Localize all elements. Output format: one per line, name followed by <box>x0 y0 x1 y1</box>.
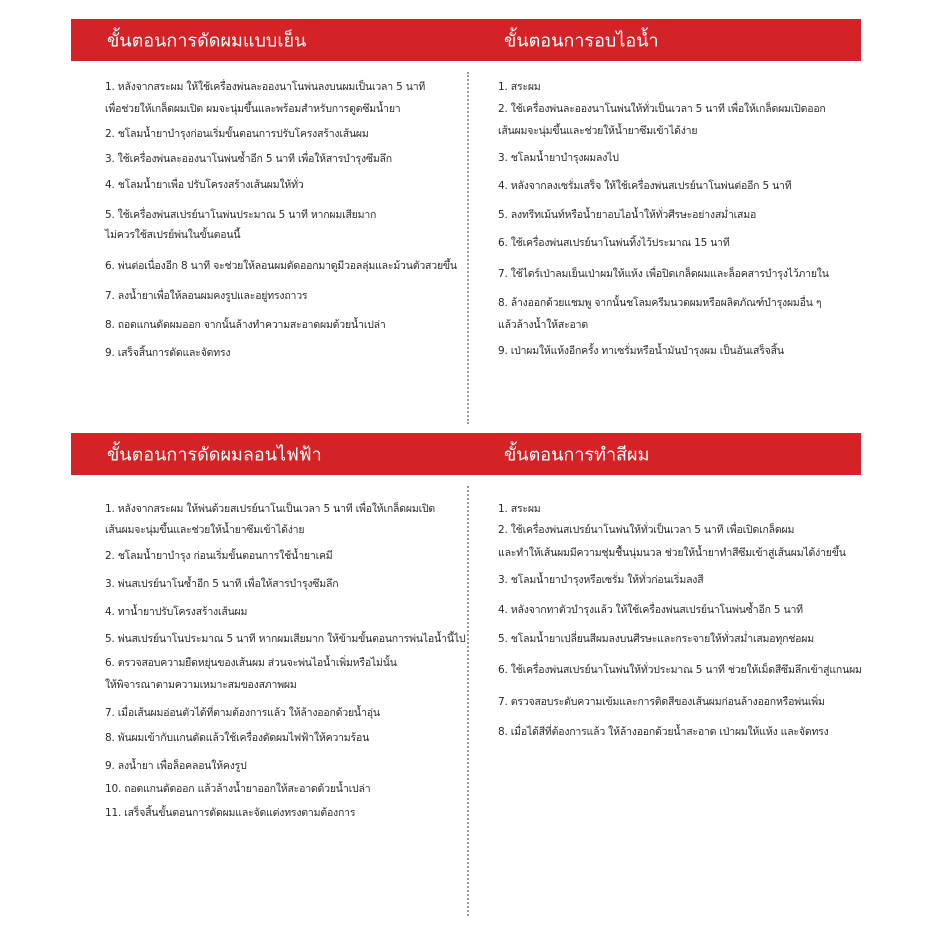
step-line: 2. ชโลมน้ำยาบำรุง ก่อนเริ่มขั้นตอนการใช้น้ำยาเคมี <box>105 550 333 562</box>
step-line: 8. ล้างออกด้วยแชมพู จากนั้นชโลมครีมนวดผมหรือผลิตภัณฑ์บำรุงผมอื่น ๆ <box>498 297 822 309</box>
step-line: 8. เมื่อได้สีที่ต้องการแล้ว ให้ล้างออกด้วยน้ำสะอาด เป่าผมให้แห้ง และจัดทรง <box>498 726 829 738</box>
step-line: 2. ใช้เครื่องพ่นละอองนาโนพ่นให้ทั่วเป็นเวลา 5 นาที เพื่อให้เกล็ดผมเปิดออก <box>498 103 826 115</box>
step-line: 6. ใช้เครื่องพ่นสเปรย์นาโนพ่นทิ้งไว้ประมาณ 15 นาที <box>498 237 730 249</box>
column-divider-bottom <box>467 486 469 916</box>
step-line: 5. ชโลมน้ำยาเปลี่ยนสีผมลงบนศีรษะและกระจายให้ทั่วสม่ำเสมอทุกช่อผม <box>498 633 814 645</box>
step-line: ไม่ควรใช้สเปรย์พ่นในขั้นตอนนี้ <box>105 229 241 241</box>
coloring-title: ขั้นตอนการทำสีผม <box>504 444 650 466</box>
digital-perm-title: ขั้นตอนการดัดผมลอนไฟฟ้า <box>107 444 322 466</box>
step-line: 5. พ่นสเปรย์นาโนประมาณ 5 นาที หากผมเสียมาก ให้ข้ามขั้นตอนการพ่นไอน้ำนี้ไป <box>105 633 466 645</box>
step-line: 7. ใช้ไดร์เป่าลมเย็นเป่าผมให้แห้ง เพื่อปิดเกล็ดผมและล็อคสารบำรุงไว้ภายใน <box>498 268 829 280</box>
digital-perm-header <box>71 433 470 475</box>
step-line: 1. หลังจากสระผม ให้ใช้เครื่องพ่นละอองนาโนพ่นลงบนผมเป็นเวลา 5 นาที <box>105 81 426 93</box>
steam-title: ขั้นตอนการอบไอน้ำ <box>504 30 659 52</box>
step-line: 4. ทาน้ำยาปรับโครงสร้างเส้นผม <box>105 606 248 618</box>
step-line: 5. ใช้เครื่องพ่นสเปรย์นาโนพ่นประมาณ 5 นาที หากผมเสียมาก <box>105 209 377 221</box>
step-line: 5. ลงทรีทเม้นท์หรือน้ำยาอบไอน้ำให้ทั่วศีรษะอย่างสม่ำเสมอ <box>498 209 757 221</box>
step-line: 3. ชโลมน้ำยาบำรุงหรือเซรั่ม ให้ทั่วก่อนเริ่มลงสี <box>498 574 704 586</box>
cold-perm-header <box>71 19 470 61</box>
step-line: 8. พันผมเข้ากับแกนดัดแล้วใช้เครื่องดัดผมไฟฟ้าให้ความร้อน <box>105 732 370 744</box>
step-line: 4. หลังจากลงเซรั่มเสร็จ ให้ใช้เครื่องพ่นสเปรย์นาโนพ่นต่ออีก 5 นาที <box>498 180 792 192</box>
step-line: 3. พ่นสเปรย์นาโนซ้ำอีก 5 นาที เพื่อให้สารบำรุงซึมลึก <box>105 578 339 590</box>
step-line: 7. เมื่อเส้นผมอ่อนตัวได้ที่ตามต้องการแล้ว ให้ล้างออกด้วยน้ำอุ่น <box>105 707 380 719</box>
step-line: เส้นผมจะนุ่มขึ้นและช่วยให้น้ำยาซึมเข้าได้ง่าย <box>105 524 305 536</box>
step-line: 3. ชโลมน้ำยาบำรุงผมลงไป <box>498 152 619 164</box>
step-line: 1. สระผม <box>498 503 541 515</box>
coloring-header <box>470 433 861 475</box>
step-line: 7. ตรวจสอบระดับความเข้มและการติดสีของเส้นผมก่อนล้างออกหรือพ่นเพิ่ม <box>498 696 825 708</box>
step-line: 4. หลังจากทาตัวบำรุงแล้ว ให้ใช้เครื่องพ่นสเปรย์นาโนพ่นซ้ำอีก 5 นาที <box>498 604 803 616</box>
step-line: 9. ลงน้ำยา เพื่อล็อคลอนให้คงรูป <box>105 760 247 772</box>
steam-header <box>470 19 861 61</box>
step-line: 6. พ่นต่อเนื่องอีก 8 นาที จะช่วยให้ลอนผมดัดออกมาดูมีวอลลุ่มและม้วนตัวสวยขึ้น <box>105 260 457 272</box>
step-line: 4. ชโลมน้ำยาเพื่อ ปรับโครงสร้างเส้นผมให้ทั่ว <box>105 179 304 191</box>
cold-perm-title: ขั้นตอนการดัดผมแบบเย็น <box>107 30 307 52</box>
step-line: 1. สระผม <box>498 81 541 93</box>
step-line: แล้วล้างน้ำให้สะอาด <box>498 319 588 331</box>
step-line: เส้นผมจะนุ่มขึ้นและช่วยให้น้ำยาซึมเข้าได้ง่าย <box>498 125 698 137</box>
step-line: 6. ตรวจสอบความยืดหยุ่นของเส้นผม ส่วนจะพ่นไอน้ำเพิ่มหรือไม่นั้น <box>105 657 397 669</box>
step-line: 9. เป่าผมให้แห้งอีกครั้ง ทาเซรั่มหรือน้ำมันบำรุงผม เป็นอันเสร็จสิ้น <box>498 345 784 357</box>
step-line: ให้พิจารณาตามความเหมาะสมของสภาพผม <box>105 679 297 691</box>
step-line: 9. เสร็จสิ้นการดัดและจัดทรง <box>105 347 231 359</box>
column-divider-top <box>467 72 469 424</box>
step-line: 1. หลังจากสระผม ให้พ่นด้วยสเปรย์นาโนเป็นเวลา 5 นาที เพื่อให้เกล็ดผมเปิด <box>105 503 436 515</box>
step-line: และทำให้เส้นผมมีความชุ่มชื้นนุ่มนวล ช่วยให้น้ำยาทำสีซึมเข้าสู่เส้นผมได้ง่ายขึ้น <box>498 547 846 559</box>
step-line: เพื่อช่วยให้เกล็ดผมเปิด ผมจะนุ่มขึ้นและพร้อมสำหรับการดูดซึมน้ำยา <box>105 103 401 115</box>
step-line: 2. ชโลมน้ำยาบำรุงก่อนเริ่มขั้นตอนการปรับโครงสร้างเส้นผม <box>105 128 369 140</box>
step-line: 6. ใช้เครื่องพ่นสเปรย์นาโนพ่นให้ทั่วประมาณ 5 นาที ช่วยให้เม็ดสีซึมลึกเข้าสู่แกนผม <box>498 664 862 676</box>
step-line: 11. เสร็จสิ้นขั้นตอนการดัดผมและจัดแต่งทรงตามต้องการ <box>105 807 356 819</box>
step-line: 3. ใช้เครื่องพ่นละอองนาโนพ่นซ้ำอีก 5 นาที เพื่อให้สารบำรุงซึมลึก <box>105 153 392 165</box>
step-line: 7. ลงน้ำยาเพื่อให้ลอนผมคงรูปและอยู่ทรงถาวร <box>105 290 308 302</box>
step-line: 8. ถอดแกนดัดผมออก จากนั้นล้างทำความสะอาดผมด้วยน้ำเปล่า <box>105 319 386 331</box>
step-line: 2. ใช้เครื่องพ่นสเปรย์นาโนพ่นให้ทั่วเป็นเวลา 5 นาที เพื่อเปิดเกล็ดผม <box>498 524 795 536</box>
step-line: 10. ถอดแกนดัดออก แล้วล้างน้ำยาออกให้สะอาดด้วยน้ำเปล่า <box>105 783 371 795</box>
